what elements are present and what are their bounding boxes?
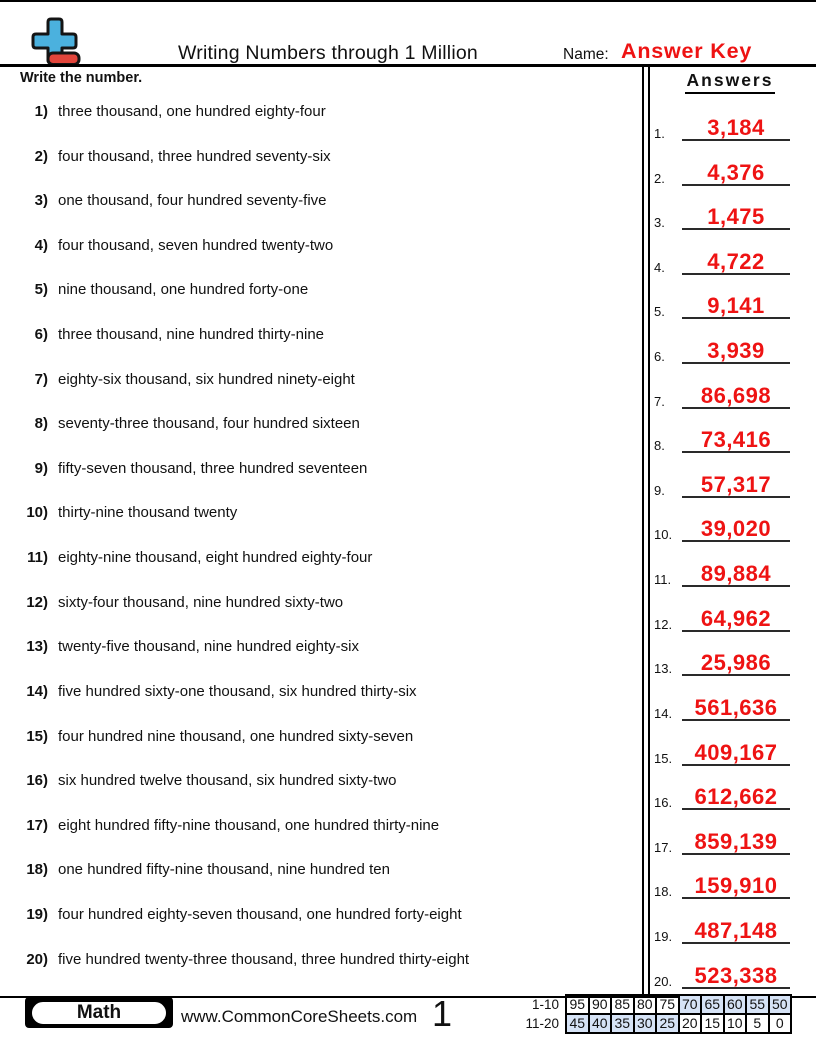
question-row <box>18 459 628 504</box>
question-number: 9) <box>34 459 48 477</box>
answer-number: 14. <box>654 705 673 721</box>
question-text: three thousand, one hundred eighty-four <box>58 103 326 120</box>
answer-row <box>652 824 812 869</box>
question-text: sixty-four thousand, nine hundred sixty-two <box>58 593 344 611</box>
answers-column-divider <box>642 67 650 996</box>
question-row <box>18 637 628 682</box>
answer-value: 86,698 <box>700 382 772 408</box>
answer-value: 487,148 <box>694 917 778 943</box>
answer-number: 5. <box>654 304 665 320</box>
question-text: five hundred twenty-three thousand, three hundred thirty-eight <box>58 950 470 968</box>
answer-blank-line <box>682 511 790 542</box>
answer-blank-line <box>682 199 790 230</box>
question-text: eighty-six thousand, six hundred ninety-eight <box>58 370 355 388</box>
answer-value: 859,139 <box>694 828 778 854</box>
grading-scale-cell: 25 <box>656 1014 679 1033</box>
question-row <box>18 370 628 415</box>
question-row <box>18 503 628 548</box>
subject-badge-label: Math <box>30 1000 168 1026</box>
grading-scale-cell: 5 <box>746 1014 769 1033</box>
question-text: one hundred fifty-nine thousand, nine hundred ten <box>58 861 390 879</box>
question-text: eighty-nine thousand, eight hundred eighty-four <box>58 549 373 567</box>
answer-blank-line <box>682 601 790 632</box>
answer-number: 18. <box>654 884 673 900</box>
name-value-answer-key: Answer Key <box>621 39 753 63</box>
question-text: four hundred eighty-seven thousand, one hundred forty-eight <box>58 905 462 923</box>
answer-row <box>652 868 812 913</box>
answer-number: 9. <box>654 482 665 498</box>
question-row <box>18 548 628 593</box>
answer-row <box>652 690 812 735</box>
question-number: 20) <box>26 950 48 968</box>
question-number: 5) <box>34 281 48 299</box>
question-row <box>18 280 628 325</box>
question-text: five hundred sixty-one thousand, six hundred thirty-six <box>58 682 417 700</box>
page-number: 1 <box>431 993 453 1034</box>
grading-scale-range-label: 1-10 <box>531 997 559 1012</box>
answer-row <box>652 244 812 289</box>
answer-number: 20. <box>654 973 673 989</box>
answer-value: 9,141 <box>707 293 765 319</box>
answer-value: 57,317 <box>700 471 772 497</box>
answer-blank-line <box>682 824 790 855</box>
answer-row <box>652 511 812 556</box>
answer-row <box>652 110 812 155</box>
answer-value: 3,184 <box>707 115 765 140</box>
name-label: Name: <box>563 46 609 63</box>
instruction-text: Write the number. <box>20 70 143 86</box>
question-list <box>18 102 628 994</box>
grading-scale-cell: 80 <box>634 995 657 1014</box>
answer-blank-line <box>682 556 790 587</box>
answer-row <box>652 378 812 423</box>
answer-value: 561,636 <box>694 694 778 720</box>
question-text: eight hundred fifty-nine thousand, one hundred thirty-nine <box>58 816 440 834</box>
question-text: four hundred nine thousand, one hundred sixty-seven <box>58 727 414 745</box>
answer-value: 3,939 <box>707 338 765 364</box>
question-text: thirty-nine thousand twenty <box>58 504 238 522</box>
answer-row <box>652 467 812 512</box>
question-number: 4) <box>34 236 48 254</box>
answer-row <box>652 333 812 378</box>
answer-blank-line <box>682 467 790 498</box>
grading-scale-cell: 30 <box>634 1014 657 1033</box>
answer-row <box>652 913 812 958</box>
grading-scale-table <box>503 994 792 1034</box>
answer-value: 523,338 <box>694 962 778 988</box>
answer-row <box>652 556 812 601</box>
question-text: one thousand, four hundred seventy-five <box>58 192 327 210</box>
grading-scale-range-label: 11-20 <box>525 1016 559 1031</box>
answer-number: 11. <box>654 572 672 588</box>
grading-scale-cell: 85 <box>611 995 634 1014</box>
answer-blank-line <box>682 690 790 721</box>
grading-scale-cell: 90 <box>589 995 612 1014</box>
grading-scale-cell: 70 <box>679 995 702 1014</box>
answer-number: 4. <box>654 259 665 275</box>
answer-blank-line <box>682 110 790 141</box>
page-top-border <box>0 0 816 2</box>
answer-blank-line <box>682 779 790 810</box>
grading-scale-cell: 50 <box>769 995 792 1014</box>
question-number: 3) <box>34 192 48 210</box>
answer-number: 8. <box>654 438 665 454</box>
answer-row <box>652 155 812 200</box>
grading-scale-cell: 15 <box>701 1014 724 1033</box>
question-row <box>18 816 628 861</box>
question-number: 1) <box>34 103 48 120</box>
question-row <box>18 593 628 638</box>
answer-blank-line <box>682 244 790 275</box>
answer-number: 12. <box>654 616 673 632</box>
question-number: 19) <box>26 905 48 923</box>
question-number: 10) <box>26 504 48 522</box>
question-number: 6) <box>34 326 48 344</box>
question-number: 7) <box>34 370 48 388</box>
answer-number: 6. <box>654 349 665 365</box>
question-text: fifty-seven thousand, three hundred seventeen <box>58 459 368 477</box>
answer-value: 4,722 <box>707 248 765 274</box>
answer-blank-line <box>682 868 790 899</box>
answer-blank-line <box>682 333 790 364</box>
grading-scale-row <box>503 1014 791 1033</box>
answer-value: 64,962 <box>700 605 772 631</box>
grading-scale-cell: 95 <box>566 995 589 1014</box>
question-row <box>18 950 628 995</box>
question-row <box>18 860 628 905</box>
question-number: 14) <box>26 682 48 700</box>
answer-value: 612,662 <box>694 784 778 810</box>
grading-scale-cell: 75 <box>656 995 679 1014</box>
answer-value: 159,910 <box>694 873 778 899</box>
answer-row <box>652 779 812 824</box>
question-text: nine thousand, one hundred forty-one <box>58 281 309 299</box>
answer-value: 39,020 <box>700 516 772 542</box>
subject-badge <box>25 997 173 1028</box>
answer-blank-line <box>682 645 790 676</box>
question-number: 16) <box>26 772 48 790</box>
question-row <box>18 102 628 147</box>
answer-number: 17. <box>654 839 673 855</box>
answer-number: 1. <box>654 126 665 141</box>
question-number: 13) <box>26 638 48 656</box>
answer-list <box>652 110 812 1002</box>
question-row <box>18 236 628 281</box>
answer-row <box>652 735 812 780</box>
question-number: 17) <box>26 816 48 834</box>
answer-value: 4,376 <box>707 159 765 185</box>
answer-number: 19. <box>654 928 673 944</box>
answer-value: 409,167 <box>694 739 778 765</box>
question-number: 11) <box>27 549 48 567</box>
answer-row <box>652 199 812 244</box>
question-row <box>18 325 628 370</box>
grading-scale-cell: 20 <box>679 1014 702 1033</box>
answer-blank-line <box>682 378 790 409</box>
question-text: six hundred twelve thousand, six hundred sixty-two <box>58 772 397 790</box>
grading-scale-cell: 35 <box>611 1014 634 1033</box>
answer-row <box>652 645 812 690</box>
answer-number: 13. <box>654 661 673 677</box>
answer-number: 2. <box>654 170 665 186</box>
question-text: seventy-three thousand, four hundred sixteen <box>58 415 360 433</box>
answer-row <box>652 601 812 646</box>
answer-value: 25,986 <box>700 650 772 676</box>
grading-scale-cell: 55 <box>746 995 769 1014</box>
grading-scale-cell: 40 <box>589 1014 612 1033</box>
question-row <box>18 905 628 950</box>
question-number: 15) <box>26 727 48 745</box>
grading-scale-cell: 60 <box>724 995 747 1014</box>
answers-heading <box>650 70 810 94</box>
question-text: four thousand, three hundred seventy-six <box>58 147 331 165</box>
answer-blank-line <box>682 958 790 989</box>
question-number: 18) <box>26 861 48 879</box>
question-row <box>18 191 628 236</box>
answer-number: 16. <box>654 795 673 811</box>
question-text: four thousand, seven hundred twenty-two <box>58 236 334 254</box>
answer-number: 10. <box>654 527 673 543</box>
question-number: 8) <box>34 415 48 433</box>
answer-number: 3. <box>654 215 665 231</box>
answer-value: 73,416 <box>700 427 772 453</box>
question-row <box>18 147 628 192</box>
page-title: Writing Numbers through 1 Million <box>178 42 478 64</box>
answer-number: 15. <box>654 750 673 766</box>
grading-scale-cell: 65 <box>701 995 724 1014</box>
answer-blank-line <box>682 155 790 186</box>
answer-blank-line <box>682 913 790 944</box>
answer-row <box>652 422 812 467</box>
question-row <box>18 414 628 459</box>
question-row <box>18 682 628 727</box>
answer-number: 7. <box>654 393 665 409</box>
question-text: twenty-five thousand, nine hundred eighty-six <box>58 638 360 656</box>
answers-heading-text: Answers <box>685 70 776 94</box>
answer-blank-line <box>682 735 790 766</box>
grading-scale-row <box>503 995 791 1014</box>
grading-scale-cell: 0 <box>769 1014 792 1033</box>
answer-row <box>652 288 812 333</box>
website-url: www.CommonCoreSheets.com <box>181 1007 418 1026</box>
question-number: 12) <box>26 593 48 611</box>
question-row <box>18 771 628 816</box>
header-divider-line <box>0 64 816 67</box>
question-number: 2) <box>34 147 48 165</box>
answer-blank-line <box>682 422 790 453</box>
answer-value: 1,475 <box>707 204 765 230</box>
question-text: three thousand, nine hundred thirty-nine <box>58 326 325 344</box>
grading-scale-cell: 45 <box>566 1014 589 1033</box>
answer-value: 89,884 <box>700 561 772 587</box>
answer-blank-line <box>682 288 790 319</box>
grading-scale-cell: 10 <box>724 1014 747 1033</box>
question-row <box>18 727 628 772</box>
